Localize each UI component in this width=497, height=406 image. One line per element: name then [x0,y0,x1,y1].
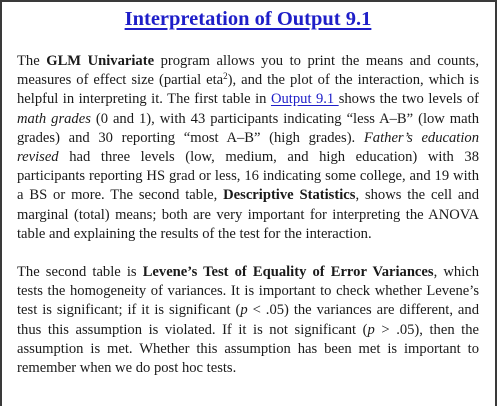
italic-p-symbol: p [240,302,248,319]
bold-term-glm-univariate: GLM Univariate [46,53,155,69]
text-span: , which tests the homogeneity of variances. It is important to check whether Levene’s test is significant; if it is significant ( [17,264,479,319]
bold-term-levenes-test: Levene’s Test of Equality of Error Variances [142,264,434,281]
output-9-1-link[interactable]: Output 9.1 [270,91,339,108]
text-span: < .05) the variances are different, and thus this assumption is violated. If it is not significant ( [17,302,479,338]
text-span: ), and the plot of the interaction, which is helpful in interpreting it. The first table in [17,72,479,108]
bold-term-descriptive-statistics: Descriptive Statistics [223,187,356,204]
italic-term-fathers-education: Father’s education revised [17,129,479,166]
text-span: > .05), then the assumption is met. Whether this assumption has been met is important to remember when we do post hoc tests. [17,321,480,377]
text-span: (0 and 1), with 43 participants indicating “less A–B” (low math grades) and 30 reporting “most A–B” (high grades). [17,110,479,146]
italic-term-math-grades: math grades [17,110,91,127]
text-span: The [17,53,47,69]
section-title-link[interactable]: Interpretation of Output 9.1 [124,8,372,30]
superscript-two: 2 [223,71,228,82]
paragraph-levenes-test [17,263,479,378]
text-span: , shows the cell and marginal (total) means; both are very important for interpreting the ANOVA table and explaining the results of the test for the interaction. [17,187,479,242]
title-container [17,2,479,36]
italic-p-symbol: p [367,321,375,338]
text-span: program allows you to print the means and counts, measures of effect size (partial eta [17,53,480,89]
paragraph-glm-univariate [17,52,479,244]
text-span: The second table is [17,264,143,281]
text-span: shows the two levels of [338,91,479,108]
text-span: had three levels (low, medium, and high education) with 38 participants reporting HS grad or less, 16 indicating some college, and 19 with a BS or more. The second table, [17,149,479,204]
